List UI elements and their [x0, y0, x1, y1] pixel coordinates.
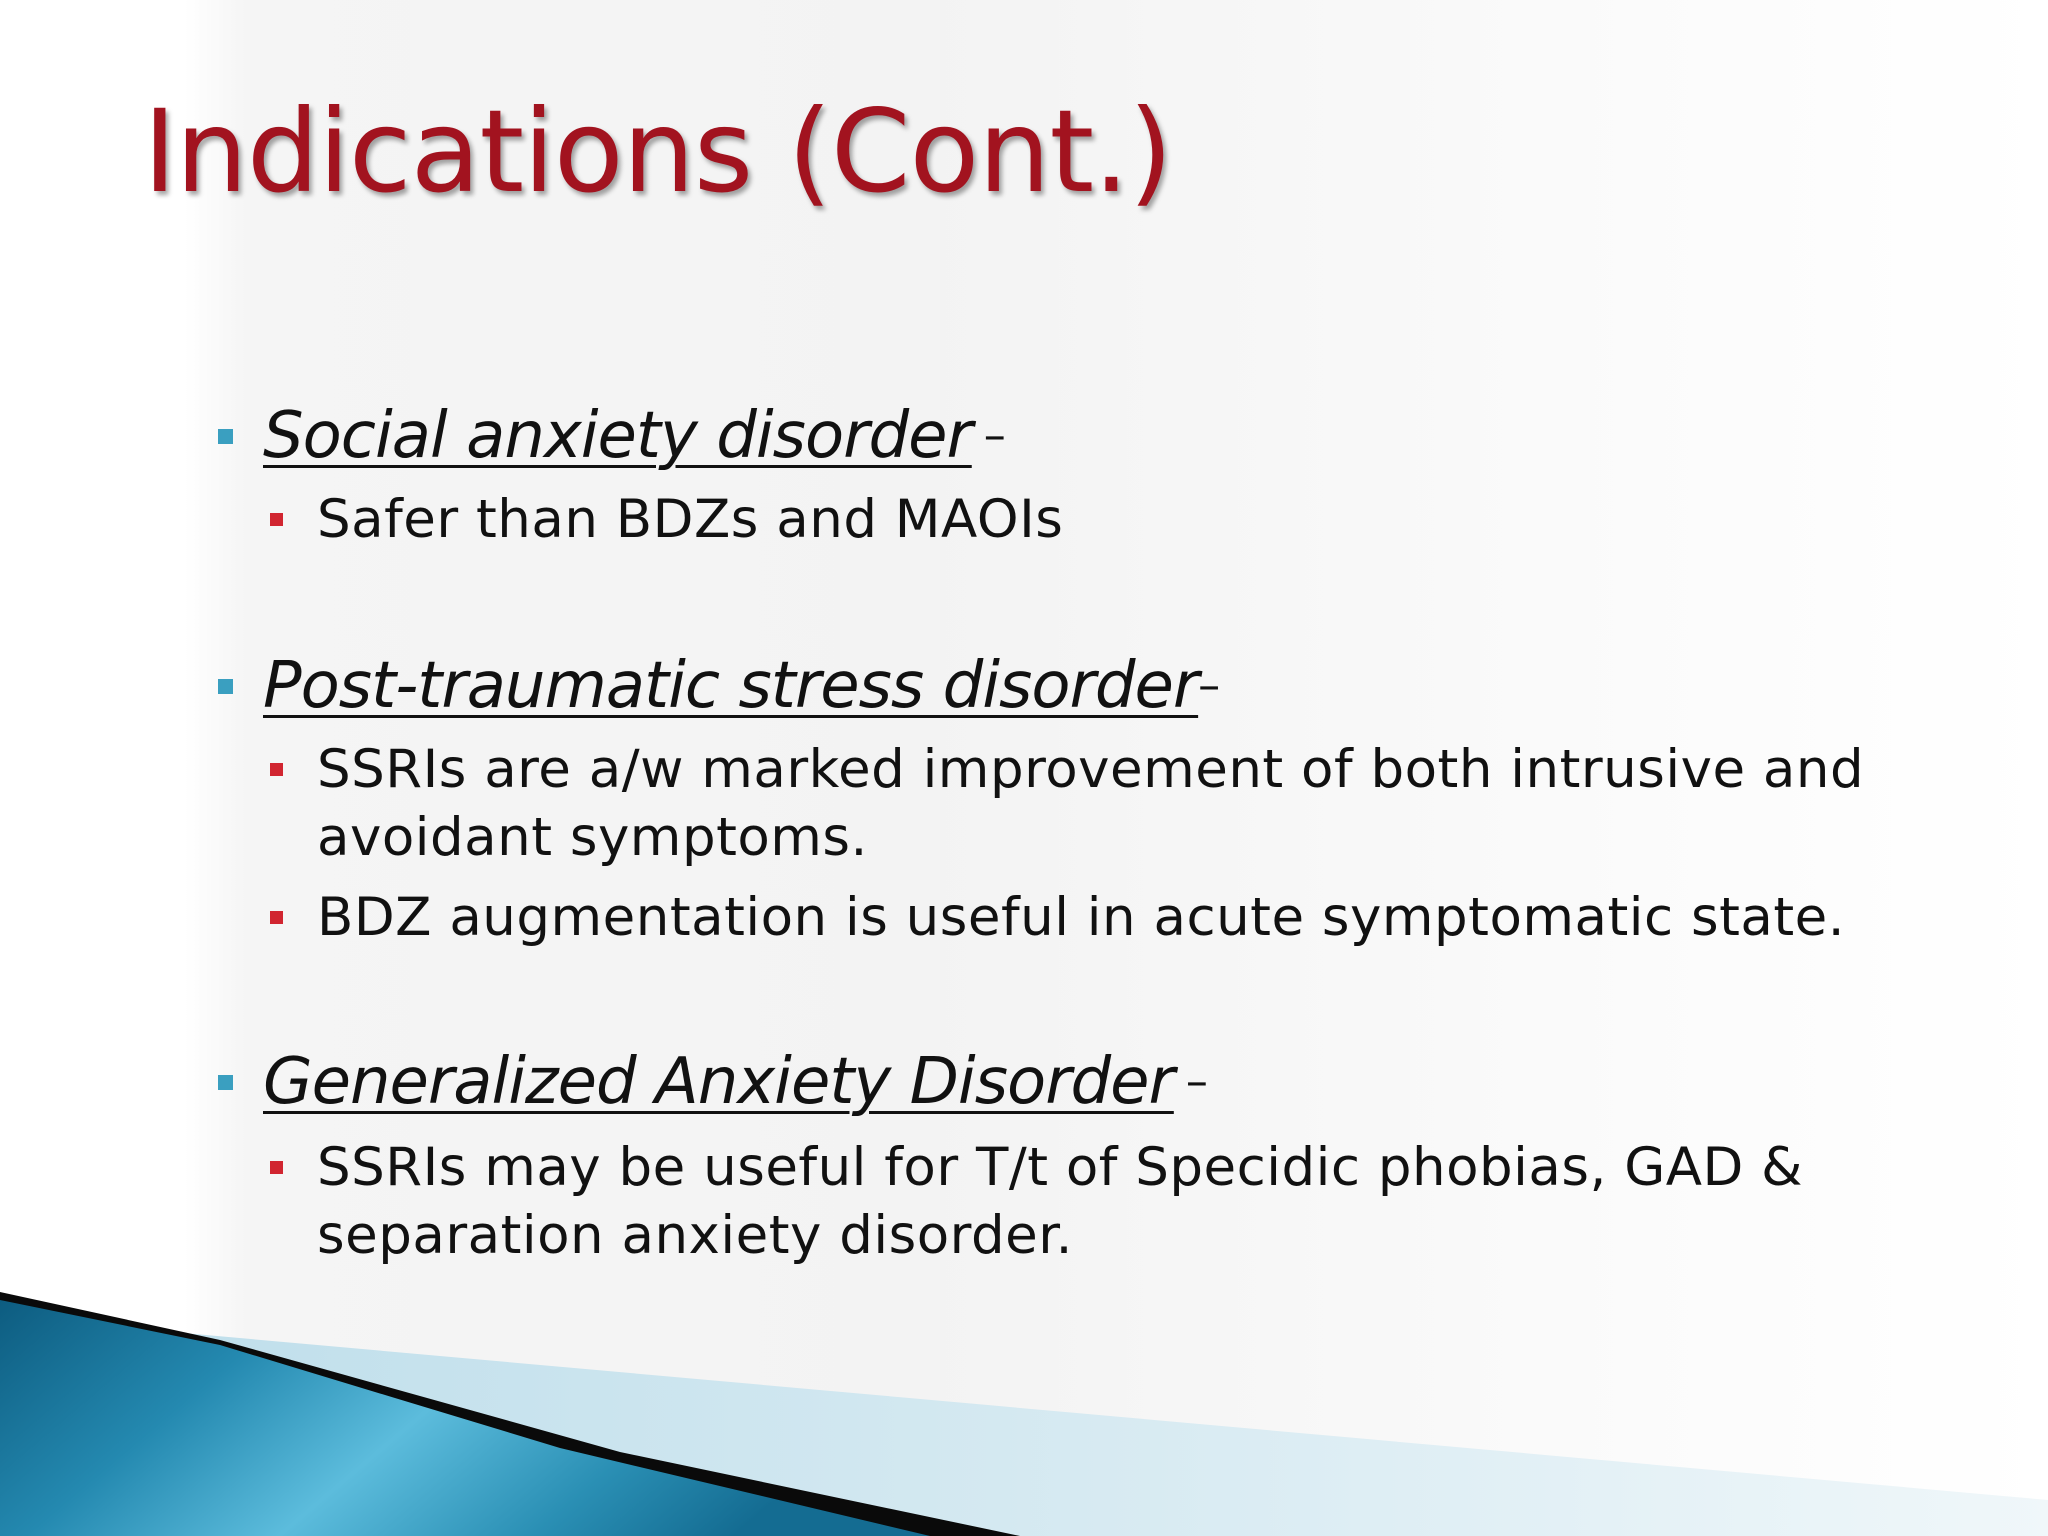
- bullet-item-gad: [218, 1042, 1208, 1122]
- teal-square-bullet-icon: [218, 1075, 233, 1090]
- bullet-item-social-anxiety: [218, 396, 1006, 476]
- sub-bullet-item: [270, 884, 1960, 952]
- red-square-bullet-icon: [270, 513, 283, 526]
- bullet-separator: –: [1185, 1056, 1208, 1107]
- red-square-bullet-icon: [270, 911, 283, 924]
- slide-title: Indications (Cont.): [143, 85, 1172, 218]
- teal-square-bullet-icon: [218, 429, 233, 444]
- red-square-bullet-icon: [270, 763, 283, 776]
- bullet-separator: –: [983, 410, 1006, 461]
- sub-bullet-text: SSRIs are a/w marked improvement of both intrusive and avoidant symptoms.: [317, 739, 1865, 868]
- sub-bullet-item: [270, 1134, 1960, 1270]
- sub-bullet-text: SSRIs may be useful for T/t of Specidic phobias, GAD & separation anxiety disorder.: [317, 1137, 1804, 1266]
- sub-bullet-item: [270, 736, 1960, 872]
- bullet-heading: Generalized Anxiety Disorder: [263, 1045, 1174, 1119]
- sub-bullet-item: [270, 486, 1960, 554]
- sub-bullet-text: BDZ augmentation is useful in acute symptomatic state.: [317, 887, 1846, 948]
- bullet-heading: Social anxiety disorder: [263, 399, 972, 473]
- bullet-heading: Post-traumatic stress disorder: [263, 649, 1199, 723]
- bullet-item-ptsd: [218, 646, 1220, 726]
- teal-square-bullet-icon: [218, 679, 233, 694]
- bullet-separator: –: [1198, 660, 1221, 711]
- red-square-bullet-icon: [270, 1161, 283, 1174]
- sub-bullet-text: Safer than BDZs and MAOIs: [317, 489, 1064, 550]
